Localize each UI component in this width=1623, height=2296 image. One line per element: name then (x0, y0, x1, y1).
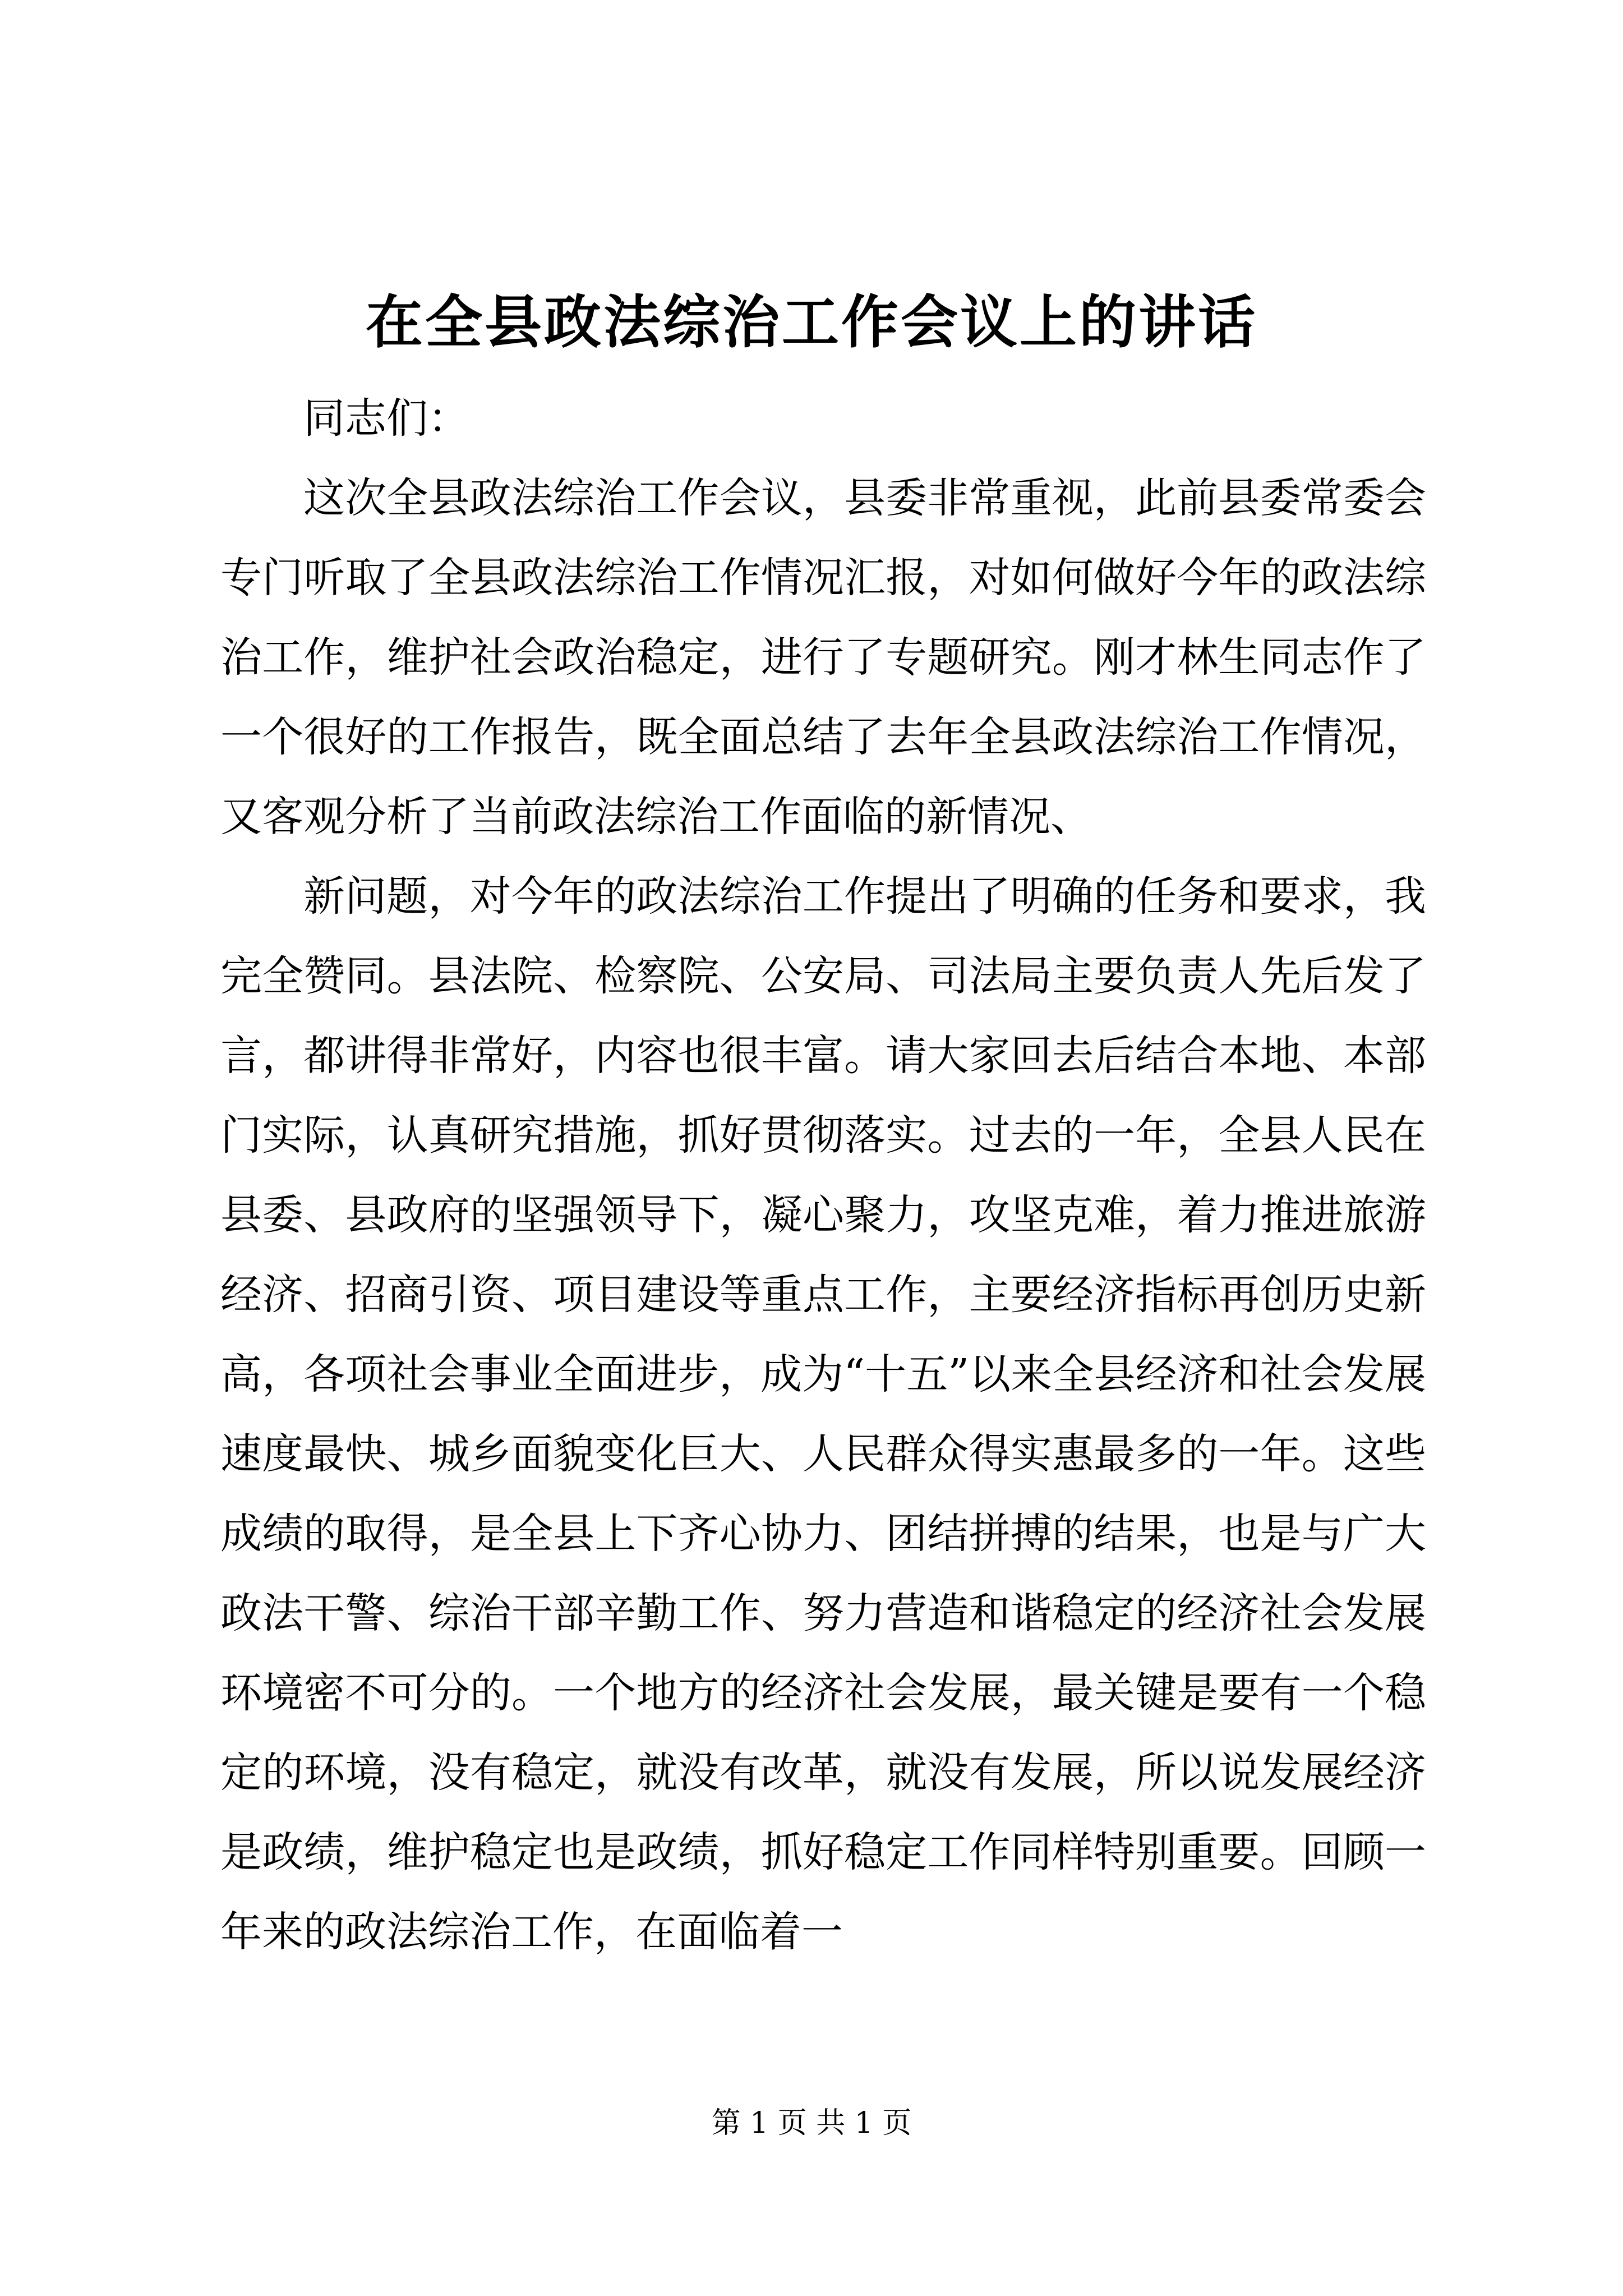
salutation: 同志们： (303, 394, 469, 443)
page-footer: 第 1 页 共 1 页 (711, 2106, 912, 2140)
document-title: 在全县政法综治工作会议上的讲话 (366, 289, 1257, 356)
paragraph-2: 新问题，对今年的政法综治工作提出了明确的任务和要求，我完全赞同。县法院、检察院、公安局、司法局主要负责人先后发了言，都讲得非常好，内容也很丰富。请大家回去后结合本地、本部门实际，认真研究措施，抓好贯彻落实。过去的一年，全县人民在县委、县政府的坚强领导下，凝心聚力，攻坚克难，着力推进旅游经济、招商引资、项目建设等重点工作，主要经济指标再创历史新高，各项社会事业全面进步，成为“十五”以来全县经济和社会发展速度最快、城乡面貌变化巨大、人民群众得实惠最多的一年。这些成绩的取得，是全县上下齐心协力、团结拼搏的结果，也是与广大政法干警、综治干部辛勤工作、努力营造和谐稳定的经济社会发展环境密不可分的。一个地方的经济社会发展，最关键是要有一个稳定的环境，没有稳定，就没有改革，就没有发展，所以说发展经济是政绩，维护稳定也是政绩，抓好稳定工作同样特别重要。回顾一年来的政法综治工作，在面临着一 (220, 872, 1426, 1956)
document-body (220, 379, 1426, 1972)
paragraph-1: 这次全县政法综治工作会议，县委非常重视，此前县委常委会专门听取了全县政法综治工作情况汇报，对如何做好今年的政法综治工作，维护社会政治稳定，进行了专题研究。刚才林生同志作了一个很好的工作报告，既全面总结了去年全县政法综治工作情况，又客观分析了当前政法综治工作面临的新情况、 (220, 474, 1426, 841)
